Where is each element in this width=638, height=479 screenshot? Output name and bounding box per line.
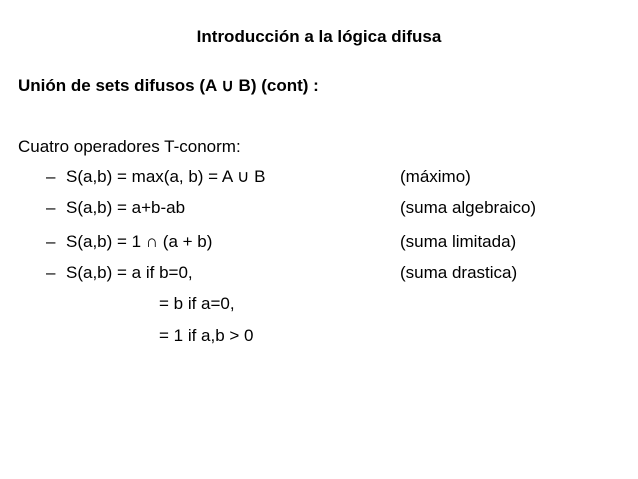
- drastic-sum-continuation-line: = b if a=0,: [159, 294, 235, 313]
- operator-name: (máximo): [400, 167, 471, 186]
- bullet-dash: –: [46, 263, 56, 282]
- bullet-dash: –: [46, 232, 56, 251]
- slide-title: Introducción a la lógica difusa: [196, 27, 442, 46]
- operator-formula: S(a,b) = max(a, b) = A ∪ B: [66, 167, 266, 186]
- operator-item-suma-algebraico: [46, 198, 536, 218]
- operator-item-suma-limitada: [46, 232, 516, 252]
- operator-item-maximo: [46, 167, 471, 187]
- bullet-dash: –: [46, 167, 56, 186]
- operator-formula: S(a,b) = a+b-ab: [66, 198, 186, 217]
- operator-formula: S(a,b) = a if b=0,: [66, 263, 193, 282]
- bullet-dash: –: [46, 198, 56, 217]
- intro-text: Cuatro operadores T-conorm:: [18, 137, 241, 156]
- slide-subtitle: Unión de sets difusos (A ∪ B) (cont) :: [18, 76, 319, 95]
- operator-name: (suma limitada): [400, 232, 517, 251]
- operator-formula: S(a,b) = 1 ∩ (a + b): [66, 232, 213, 251]
- operator-name: (suma drastica): [400, 263, 518, 282]
- operator-item-suma-drastica: [46, 263, 517, 283]
- drastic-sum-continuation-line: = 1 if a,b > 0: [159, 326, 254, 345]
- operator-name: (suma algebraico): [400, 198, 537, 217]
